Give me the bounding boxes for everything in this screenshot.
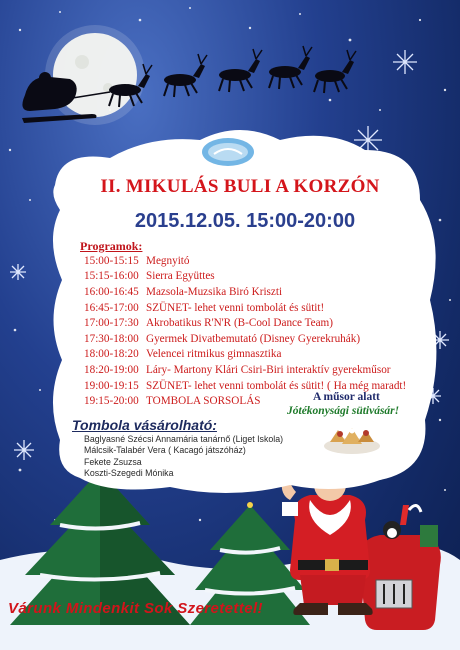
schedule-time: 15:00-15:15 <box>84 254 139 267</box>
farewell-message: Várunk Mindenkit Sok Szeretettel! <box>8 600 263 617</box>
tombola-sellers <box>84 434 334 480</box>
seller-item: Baglyasné Szécsi Annamária tanárnő (Liget Iskola) <box>84 434 284 444</box>
schedule-row <box>84 347 424 363</box>
schedule-activity: TOMBOLA SORSOLÁS <box>146 395 261 408</box>
schedule-time: 18:00-18:20 <box>84 348 139 361</box>
schedule-row <box>84 315 424 331</box>
schedule-activity: Mazsola-Muzsika Biró Kriszti <box>146 285 283 298</box>
schedule-row <box>84 300 424 316</box>
seller-item: Fekete Zsuzsa <box>84 456 142 467</box>
bake-sale-note: Jótékonysági sütivásár! <box>287 405 400 417</box>
schedule-row <box>84 284 424 300</box>
schedule-activity: Megnyitó <box>146 254 190 267</box>
schedule-time: 16:00-16:45 <box>84 285 139 298</box>
program-heading: Programok: <box>80 239 143 253</box>
schedule-activity: Gyermek Divatbemutató (Disney Gyerekruhák) <box>146 332 361 345</box>
schedule-row <box>84 331 424 347</box>
event-datetime: 2015.12.05. 15:00-20:00 <box>134 210 356 232</box>
seller-item: Koszti-Szegedi Mónika <box>84 468 174 479</box>
program-schedule <box>84 253 424 409</box>
schedule-row <box>84 362 424 378</box>
schedule-activity: Sierra Együttes <box>146 270 215 283</box>
page-title: II. MIKULÁS BULI A KORZÓN <box>100 176 380 197</box>
schedule-time: 18:20-19:00 <box>84 363 139 376</box>
schedule-activity: SZÜNET- lehet venni tombolát és sütit! ( Ha még maradt! <box>146 379 407 392</box>
schedule-time: 17:00-17:30 <box>84 317 139 330</box>
schedule-activity: Velencei ritmikus gimnasztika <box>146 348 282 361</box>
schedule-time: 19:00-19:15 <box>84 379 139 392</box>
program-note: A műsor alatt <box>313 391 380 403</box>
schedule-activity: Akrobatikus R'N'R (B-Cool Dance Team) <box>146 317 333 330</box>
tombola-heading: Tombola vásárolható: <box>72 417 217 433</box>
seller-item: Málcsik-Talabér Vera ( Kacagó játszóház) <box>84 445 246 456</box>
schedule-row <box>84 269 424 285</box>
schedule-time: 16:45-17:00 <box>84 301 139 314</box>
schedule-activity: SZÜNET- lehet venni tombolát és sütit! <box>146 301 325 314</box>
logo-badge-icon <box>200 136 256 168</box>
schedule-activity: Láry- Martony Klári Csiri-Biri interaktív gyerekműsor <box>146 363 391 376</box>
schedule-time: 17:30-18:00 <box>84 332 139 345</box>
schedule-row <box>84 253 424 269</box>
schedule-time: 15:15-16:00 <box>84 270 139 283</box>
schedule-time: 19:15-20:00 <box>84 395 139 408</box>
